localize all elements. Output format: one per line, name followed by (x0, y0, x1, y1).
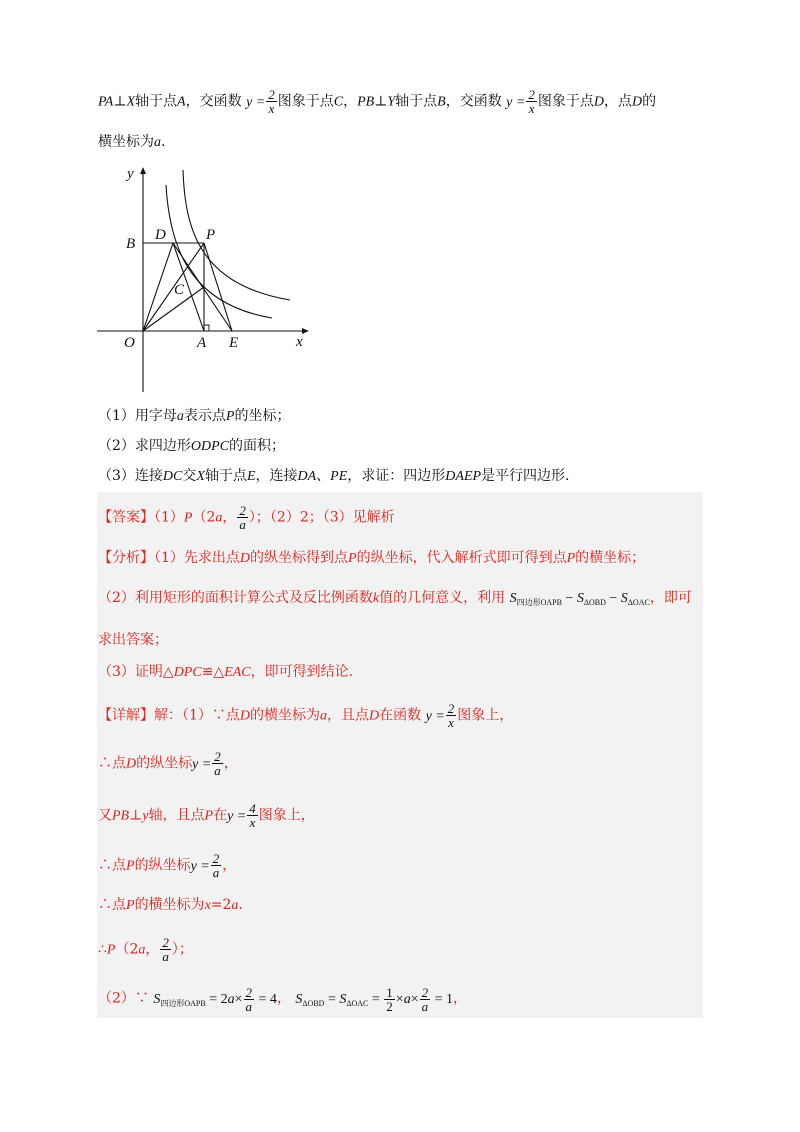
text: （2）求四边形 (98, 438, 191, 454)
fraction-2-over-a (160, 936, 171, 963)
subscript: 四边形OAPB (516, 598, 562, 607)
denominator: a (162, 949, 169, 964)
var-a: a (176, 409, 184, 424)
fraction (247, 802, 258, 829)
problem-line-2 (98, 132, 165, 153)
denominator: a (421, 999, 429, 1014)
y-2-over-a (192, 749, 224, 778)
text: 的横坐标为 (250, 707, 321, 724)
fraction (420, 986, 431, 1013)
detail-tag: 【详解】 (98, 707, 154, 724)
text: 的纵坐标得到点 (250, 550, 349, 566)
var-a: a (138, 942, 146, 958)
segment-da: DA (297, 469, 317, 484)
numerator: 2 (421, 985, 429, 1000)
detail-line-3 (98, 802, 315, 829)
coordinate-figure (95, 160, 325, 395)
text: 解：（1）∵点 (154, 707, 240, 724)
point-d: D (239, 551, 251, 566)
text: ， (222, 509, 237, 526)
text: ，交函数 (185, 93, 242, 110)
equals: = (327, 991, 336, 1007)
minus: − (609, 591, 618, 606)
point-p: P (106, 942, 116, 958)
y-2-over-a (190, 851, 223, 880)
period: . (161, 134, 166, 150)
detail-line-6 (98, 936, 193, 963)
detail-line-5 (98, 895, 243, 916)
point-p: P (126, 858, 135, 874)
text: ， (223, 755, 238, 772)
denominator: a (212, 865, 220, 880)
perp-symbol: ⊥ (374, 93, 388, 110)
numerator: 2 (528, 87, 535, 102)
denominator: x (446, 715, 457, 729)
text: 的纵坐标，代入解析式即可得到点 (356, 550, 567, 566)
point-d: D (239, 708, 251, 724)
text: 、 (316, 468, 331, 484)
subscript: ΔOAC (346, 998, 369, 1008)
denominator: a (245, 999, 253, 1014)
detail-line-4 (98, 852, 236, 879)
y-equals: y = (246, 94, 266, 110)
numerator: 1 (386, 985, 393, 1000)
point-p: P (566, 551, 576, 566)
denominator: a (239, 517, 246, 532)
s-symbol: S (153, 991, 161, 1007)
s-symbol: S (339, 991, 347, 1007)
fraction-2-over-a (237, 504, 248, 531)
text: 图象于点 (277, 93, 334, 110)
text: 的坐标； (234, 408, 291, 424)
text: 的面积； (229, 438, 286, 454)
var-a: a (227, 991, 235, 1007)
text: 的纵坐标 (134, 857, 191, 874)
text: ，连接 (255, 468, 298, 484)
text: = 4 (258, 991, 277, 1007)
text: 的横坐标为 (134, 897, 205, 913)
text: 图象上， (258, 807, 315, 824)
text: （1）先求出点 (154, 550, 240, 566)
var-a: a (403, 991, 411, 1007)
point-d: D (369, 708, 380, 724)
fraction (244, 986, 255, 1013)
text: ， (276, 990, 291, 1007)
var-a: a (320, 708, 328, 724)
minus: − (565, 591, 574, 606)
label-b: B (126, 236, 136, 252)
text: 表示点 (183, 408, 226, 424)
detail-line-2 (98, 750, 238, 777)
perp-symbol: ⊥ (129, 807, 143, 824)
label-e: E (229, 335, 239, 351)
text: （3）连接 (98, 468, 163, 484)
right-angle-mark (204, 325, 209, 331)
text: （2 (115, 941, 139, 958)
triangle-dpc: DPC (173, 665, 202, 680)
label-y: y (127, 166, 134, 182)
fraction (212, 750, 223, 777)
text: ）； (171, 941, 193, 958)
text: 轴于点 (204, 468, 247, 484)
y-equals: y = (425, 708, 445, 724)
point-p: P (183, 510, 193, 526)
text: 是平行四边形. (481, 468, 570, 484)
text: ，求证：四边形 (347, 468, 446, 484)
analysis-line-1 (98, 548, 645, 569)
text: ∴点 (98, 857, 126, 874)
y-equals: y = (192, 756, 212, 772)
text: ，即可 (649, 590, 692, 606)
point-p: P (204, 808, 214, 824)
point-p: P (126, 898, 135, 913)
axis-y-label: y (142, 808, 149, 824)
y-equals: y = (227, 808, 247, 824)
denominator: x (266, 101, 277, 115)
triangle-eac: EAC (224, 665, 251, 680)
point-d: D (593, 94, 604, 110)
curve-4-over-x (183, 170, 290, 300)
fraction (266, 88, 277, 115)
subscript: ΔOBD (583, 598, 606, 607)
answer-line (98, 504, 395, 531)
triangle-area-equation (295, 985, 454, 1014)
area-formula (510, 591, 650, 606)
text: =2 (210, 897, 232, 913)
point-p: P (225, 409, 235, 424)
label-c: C (174, 282, 185, 298)
numerator: 4 (249, 801, 256, 816)
function-2-over-x (425, 701, 458, 730)
times: × (410, 991, 419, 1007)
function-4-over-x (227, 801, 259, 830)
text: 值的几何意义，利用 (379, 590, 506, 606)
problem-line-1 (98, 88, 656, 115)
point-d: D (631, 94, 643, 110)
analysis-line-3 (98, 630, 168, 650)
text: ∴ (98, 941, 107, 958)
analysis-line-2 (98, 588, 692, 613)
point-d: D (126, 756, 137, 772)
segment-pb: PB (357, 94, 375, 110)
text: ，且点 (327, 707, 370, 724)
label-a: A (197, 335, 207, 351)
text: ， (343, 93, 358, 110)
question-2 (98, 436, 285, 457)
text: 图象上， (457, 707, 514, 724)
text: 的 (642, 93, 657, 110)
text: ，即可得到结论. (250, 664, 354, 680)
text: 在函数 (379, 707, 422, 724)
var-a: a (154, 135, 161, 150)
denominator: 2 (386, 999, 393, 1014)
s-symbol: S (620, 591, 628, 606)
text: （2）∵ (98, 990, 149, 1007)
text: （3）证明△ (98, 664, 174, 680)
axis-y-label: Y (387, 94, 396, 110)
segment-od (143, 243, 173, 331)
question-1 (98, 406, 290, 427)
label-d: D (155, 227, 166, 243)
var-x: x (204, 898, 211, 913)
text: 在 (213, 807, 228, 824)
numerator: 2 (162, 935, 169, 950)
text: 交 (182, 468, 197, 484)
curve-2-over-x (166, 185, 272, 318)
fraction-half (384, 986, 395, 1013)
point-p: P (348, 551, 357, 566)
numerator: 2 (245, 985, 253, 1000)
segment-dc: DC (162, 469, 183, 484)
point-a: A (177, 94, 186, 110)
axis-x-label: X (196, 469, 205, 484)
var-a: a (231, 898, 239, 913)
text: ， (145, 941, 160, 958)
text: ）；（2）2；（3）见解析 (248, 509, 395, 526)
analysis-tag: 【分析】 (98, 550, 154, 566)
fraction (211, 852, 222, 879)
text: 横坐标为 (98, 134, 154, 150)
text: 的横坐标； (575, 550, 646, 566)
detail-line-7 (98, 986, 467, 1014)
s-symbol: S (576, 591, 584, 606)
text: ∴点 (98, 755, 126, 772)
text: ，交函数 (445, 93, 502, 110)
numerator: 2 (268, 87, 275, 102)
label-p: P (206, 227, 216, 243)
segment-pe (204, 243, 232, 331)
point-b: B (437, 94, 446, 110)
quad-daep: DAEP (445, 469, 482, 484)
function-2-over-x (506, 87, 538, 116)
text: = 2 (209, 991, 228, 1007)
numerator: 2 (447, 701, 455, 716)
label-x: x (296, 334, 303, 350)
answer-tag: 【答案】 (98, 509, 154, 526)
text: = 1 (434, 991, 454, 1007)
s-symbol: S (295, 991, 303, 1007)
point-c: C (333, 94, 344, 110)
denominator: x (526, 101, 537, 115)
text: ≌△ (201, 664, 225, 680)
detail-line-1 (98, 702, 513, 729)
fraction (446, 702, 457, 729)
segment-pa: PA (98, 94, 114, 110)
y-equals: y = (190, 858, 210, 874)
fraction (526, 88, 537, 115)
text: 的纵坐标 (136, 755, 193, 772)
segment-pe: PE (330, 469, 348, 484)
text: 求出答案； (98, 632, 168, 648)
text: （1） (154, 509, 184, 526)
text: （2 (192, 509, 216, 526)
text: . (238, 897, 243, 913)
analysis-line-4 (98, 662, 353, 683)
text: 又 (98, 807, 112, 824)
text: （2）利用矩形的面积计算公式及反比例函数 (98, 590, 373, 606)
equals: = (371, 991, 380, 1007)
denominator: x (247, 815, 258, 829)
text: ，点 (603, 93, 632, 110)
y-equals: y = (506, 94, 526, 110)
var-a: a (215, 510, 223, 526)
subscript: ΔOAC (627, 598, 650, 607)
question-3 (98, 466, 570, 487)
area-equation (153, 985, 277, 1014)
text: （1）用字母 (98, 408, 177, 424)
times: × (234, 991, 243, 1007)
subscript: ΔOBD (302, 998, 325, 1008)
subscript: 四边形OAPB (160, 998, 206, 1008)
axis-x-label: X (126, 94, 136, 110)
function-2-over-x (246, 87, 278, 116)
s-symbol: S (509, 591, 517, 606)
numerator: 2 (212, 851, 220, 866)
text: 图象于点 (537, 93, 594, 110)
text: ， (453, 990, 468, 1007)
label-o: O (124, 335, 135, 351)
text: ， (222, 857, 237, 874)
text: 轴，且点 (148, 807, 205, 824)
denominator: a (214, 763, 221, 778)
numerator: 2 (239, 503, 246, 518)
text: 轴于点 (135, 93, 178, 110)
var-k: k (372, 591, 380, 606)
text: 轴于点 (395, 93, 438, 110)
times: × (395, 991, 404, 1007)
point-e: E (246, 469, 256, 484)
numerator: 2 (214, 749, 221, 764)
segment-pb: PB (112, 808, 130, 824)
perp-symbol: ⊥ (113, 93, 127, 110)
text: ∴点 (98, 897, 126, 913)
quad-odpc: ODPC (190, 439, 230, 454)
